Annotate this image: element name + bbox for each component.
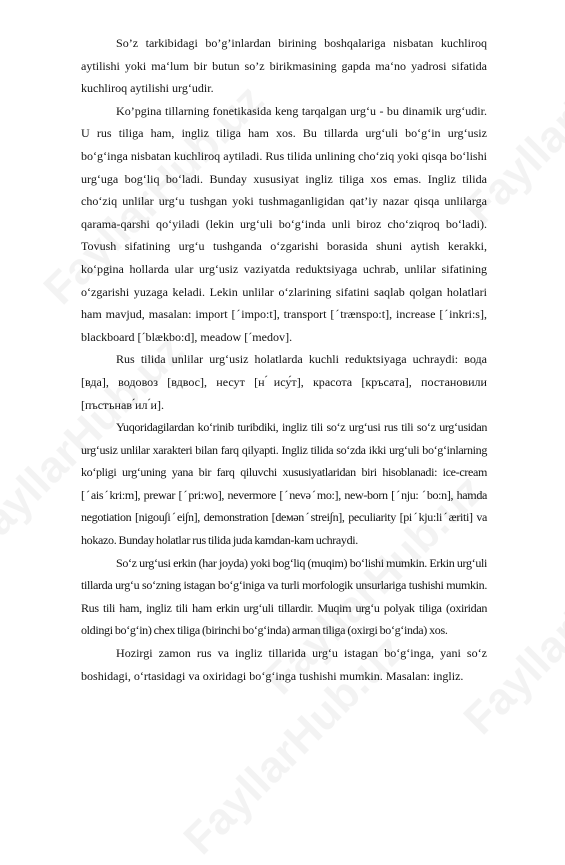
paragraph-modern-stress: Hozirgi zamon rus va ingliz tillarida urg‘u istagan bo‘g‘inga, yani so‘z boshidagi, o‘rtasidagi va oxiridagi bo‘g‘inga tushishi mumkin. Masalan: ingliz. <box>81 646 487 683</box>
paragraph-stress-definition: So’z tarkibidagi bo’g’inlardan birining boshqalariga nisbatan kuchliroq aytilishi yoki ma‘lum bir butun so’z birikmasining gapda ma‘no yadrosi sifatida kuchliroq aytilishi urg‘udir. <box>81 36 487 96</box>
paragraph-english-double-stress: Yuqoridagilardan ko‘rinib turibdiki, ingliz tili so‘z urg‘usi rus tili so‘z urg‘usidan urg‘usiz unlilar xarakteri bilan farq qilyapti. Ingliz tilida so‘zda ikki urg‘uli bo‘g‘inlarning ko‘pligi urg‘uning yana bir farq qiluvchi xususiyatlaridan biri hisoblanadi: ice-cream [ˊaisˊkri:m], prewar [ˊpri:wo], nevermore [ˊnevəˊmo:], new-born [ˊnju: ˊbo:n], hamda negotiation [nigou∫iˊei∫n], demonstration [deмənˊstrei∫n], peculiarity [piˊkju:liˊæriti] va hokazo. Bunday holatlar rus tilida juda kamdan-kam uchraydi. <box>81 420 487 548</box>
document-page <box>81 32 487 687</box>
paragraph-dynamic-stress: Ko’pgina tillarning fonetikasida keng tarqalgan urg‘u - bu dinamik urg‘udir. U rus tiliga ham, ingliz tiliga ham xos. Bu tillarda urg‘uli bo‘g‘in urg‘usiz bo‘g‘inga nisbatan kuchliroq aytiladi. Rus tilida unlining cho‘ziq yoki qisqa bo‘lishi urg‘uga bog‘liq bo‘ladi. Bunday xususiyat ingliz tiliga xos emas. Ingliz tilida cho‘ziq unlilar urg‘u tushgan yoki tushmaganligidan qat’iy nazar qisqa unlilarga qarama-qarshi qo‘yiladi (lekin urg‘uli bo‘g‘inda unli biroz cho‘ziqroq bo‘ladi). Tovush sifatining urg‘u tushganda o‘zgarishi borasida shuni aytish kerakki, ko‘pgina hollarda ular urg‘usiz vaziyatda reduktsiyaga uchrab, unlilar sifatining o‘zgarishi yuzaga keladi. Lekin unlilar o‘zlarining sifatini saqlab qolgan holatlari ham mavjud, masalan: import [ˊimpo:t], transport [ˊtrænspo:t], increase [ˊinkri:s], blackboard [ˊblækbo:d], meadow [ˊmedov]. <box>81 103 487 344</box>
paragraph-russian-reduction: Rus tilida unlilar urg‘usiz holatlarda kuchli reduktsiyaga uchraydi: вода [вда], водовоз [вдвос], несут [н ́ису́т], красота [кръсата], постановили [пъстънав ́ил ́и]. <box>81 352 487 412</box>
paragraph-free-fixed-stress: So‘z urg‘usi erkin (har joyda) yoki bog‘liq (muqim) bo‘lishi mumkin. Erkin urg‘uli tillarda urg‘u so‘zning istagan bo‘g‘iniga va turli morfologik unsurlariga tushishi mumkin. Rus tili ham, ingliz tili ham erkin urg‘uli tillardir. Muqim urg‘u polyak tiliga (oxiridan oldingi bo‘g‘in) chex tiliga (birinchi bo‘g‘inda) arman tiliga (oxirgi bo‘g‘inda) xos. <box>81 555 487 638</box>
